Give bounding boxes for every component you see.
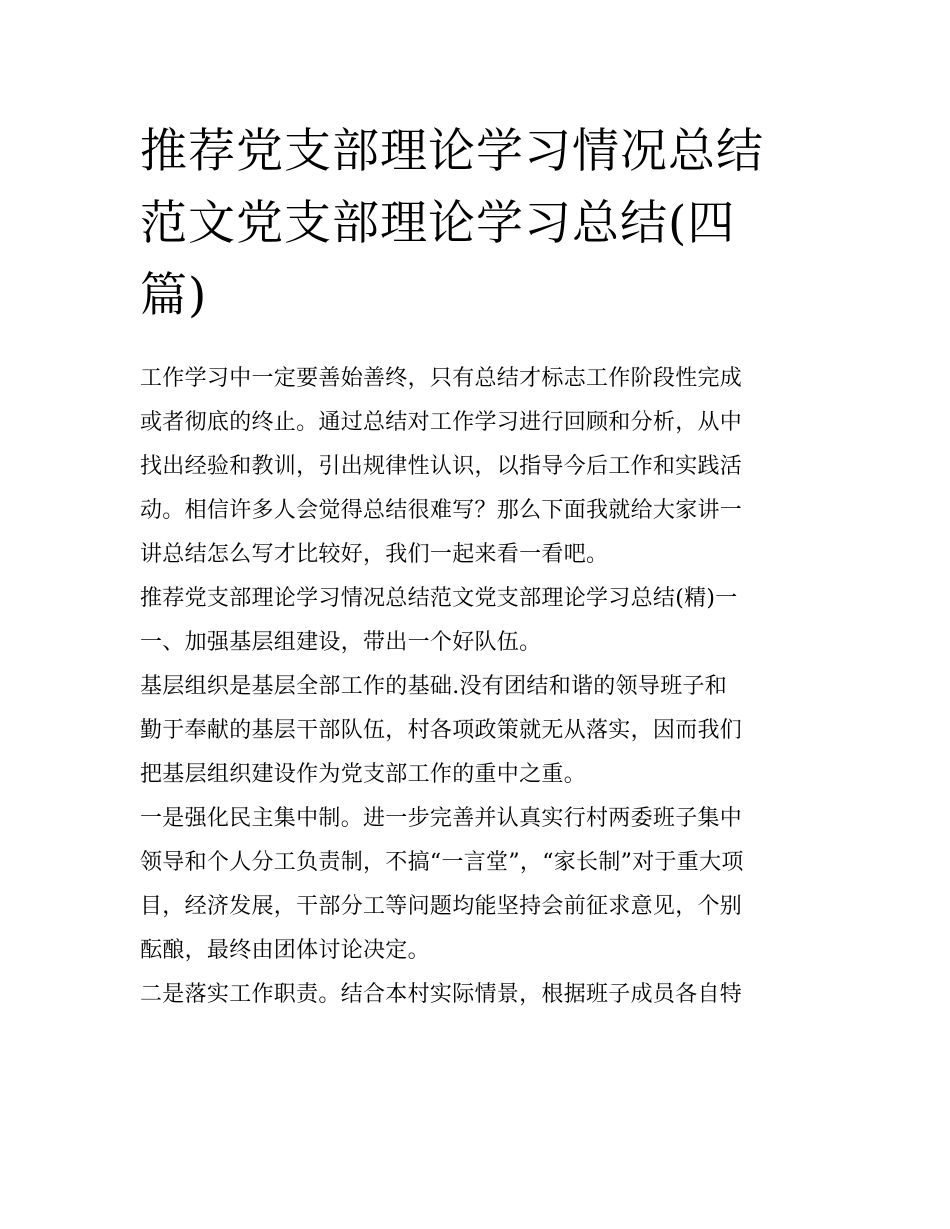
title-line: 篇) [140,268,208,323]
document-title [140,116,820,332]
text-line: 二是落实工作职责。结合本村实际情景，根据班子成员各自特 [140,982,743,1007]
text-line: 找出经验和教训，引出规律性认识，以指导今后工作和实践活 [140,454,743,479]
text-line: 讲总结怎么写才比较好，我们一起来看一看吧。 [140,542,609,567]
text-line: 酝酿，最终由团体讨论决定。 [140,938,430,963]
text-line: 推荐党支部理论学习情况总结范文党支部理论学习总结(精)一 [140,586,738,611]
text-line: 或者彻底的终止。通过总结对工作学习进行回顾和分析，从中 [140,410,743,435]
text-line: 一、加强基层组建设，带出一个好队伍。 [140,630,542,655]
paragraph-subheading [140,621,820,665]
paragraph-section-heading [140,577,820,621]
text-line: 领导和个人分工负责制，不搞“一言堂”，“家长制”对于重大项 [140,850,744,875]
text-line: 勤于奉献的基层干部队伍，村各项政策就无从落实，因而我们 [140,718,743,743]
title-line: 推荐党支部理论学习情况总结 [140,124,764,179]
text-line: 基层组织是基层全部工作的基础.没有团结和谐的领导班子和 [140,674,728,699]
text-line: 目，经济发展，干部分工等问题均能坚持会前征求意见，个别 [140,894,743,919]
text-line: 工作学习中一定要善始善终，只有总结才标志工作阶段性完成 [140,366,743,391]
title-line: 范文党支部理论学习总结(四 [140,196,736,251]
paragraph-point-one [140,797,820,973]
text-line: 把基层组织建设作为党支部工作的重中之重。 [140,762,587,787]
text-line: 一是强化民主集中制。进一步完善并认真实行村两委班子集中 [140,806,743,831]
paragraph-foundation [140,665,820,797]
text-line: 动。相信许多人会觉得总结很难写？那么下面我就给大家讲一 [140,498,743,523]
paragraph-point-two [140,973,820,1017]
paragraph-intro [140,357,820,577]
document-body [140,357,820,1017]
